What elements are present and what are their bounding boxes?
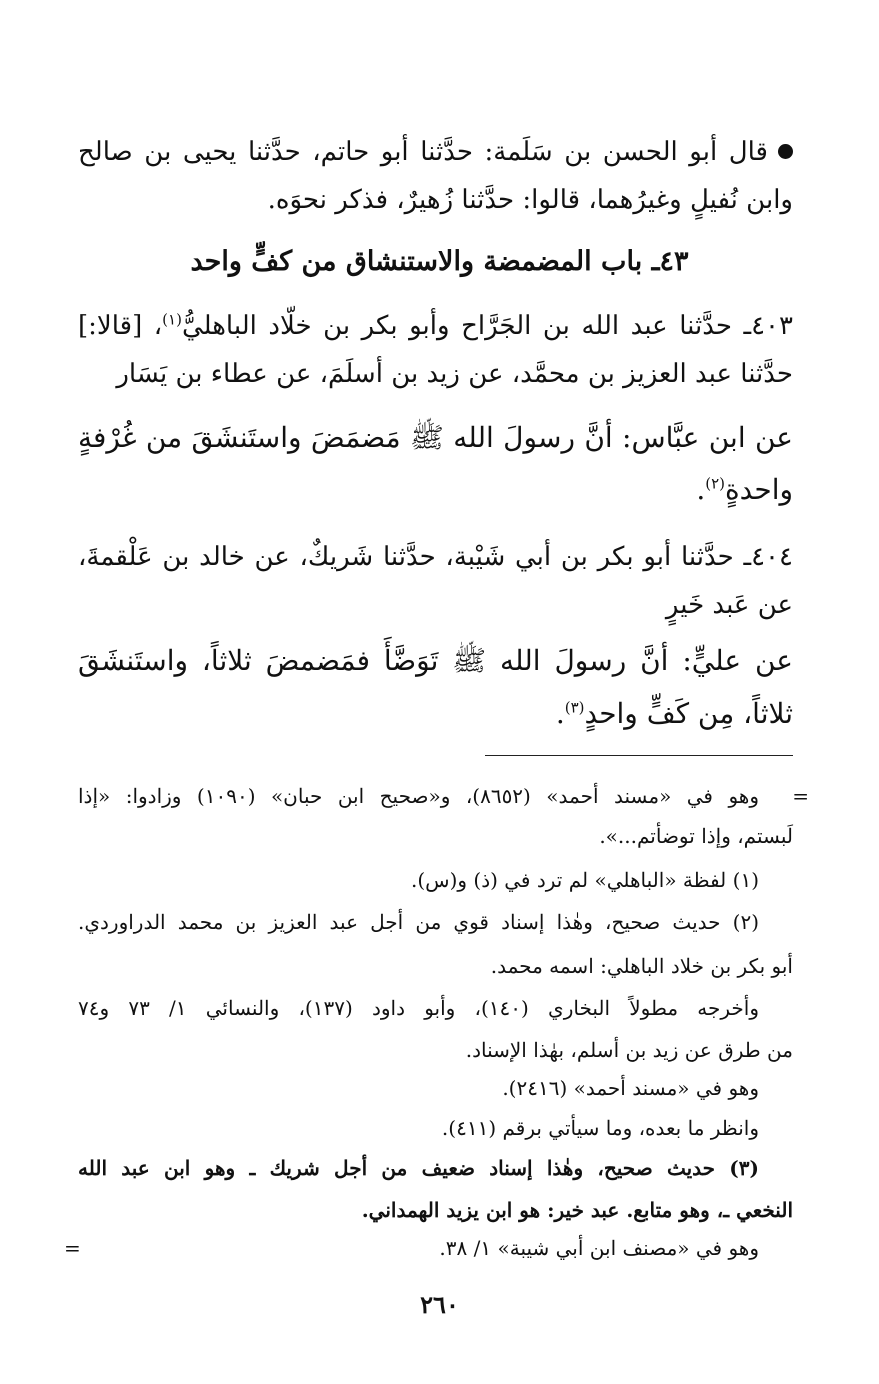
- hadith-403-matn-line-1: عن ابن عبَّاس: أنَّ رسولَ الله ﷺ مَضمَضَ واستَنشَقَ من غُرْفةٍ: [78, 421, 793, 454]
- footnote-ref-3: (٣): [564, 698, 585, 717]
- footnote-2-line-3: وأخرجه مطولاً البخاري (١٤٠)، وأبو داود (١٣٧)، والنسائي ١/ ٧٣ و٧٤: [78, 996, 760, 1020]
- footnote-ref-1: (١): [162, 310, 182, 329]
- chapter-heading: ٤٣ـ باب المضمضة والاستنشاق من كفٍّ واحد: [190, 246, 689, 277]
- footnote-ref-2: (٢): [705, 474, 726, 493]
- hadith-403-isnad-text: ٤٠٣ـ حدَّثنا عبد الله بن الجَرَّاح وأبو بكر بن خلّاد الباهليُّ: [181, 311, 793, 341]
- footnote-2-line-2: أبو بكر بن خلاد الباهلي: اسمه محمد.: [490, 954, 793, 978]
- bullet-icon: [778, 144, 793, 159]
- hadith-404-matn-line-1: عن عليٍّ: أنَّ رسولَ الله ﷺ تَوَضَّأَ فمَضمضَ ثلاثاً، واستَنشَقَ: [78, 644, 793, 677]
- footnote-2-line-1: (٢) حديث صحيح، وهٰذا إسناد قوي من أجل عبد العزيز بن محمد الدراوردي.: [78, 910, 759, 934]
- hadith-403-matn-tail: .: [696, 473, 706, 506]
- footnote-cont-line-2: لَبستم، وإذا توضأتم...».: [599, 824, 793, 848]
- hadith-403-isnad-line-1: [78, 309, 793, 343]
- footnote-2-line-5: وهو في «مسند أحمد» (٢٤١٦).: [502, 1076, 759, 1100]
- hadith-404-isnad-line-1: ٤٠٤ـ حدَّثنا أبو بكر بن أبي شَيْبة، حدَّثنا شَريكٌ، عن خالد بن عَلْقمةَ،: [78, 542, 793, 572]
- footnote-3-line-2: النخعي ـ، وهو متابع. عبد خير: هو ابن يزيد الهمداني.: [361, 1198, 793, 1222]
- footnote-3-line-3: وهو في «مصنف ابن أبي شيبة» ١/ ٣٨.: [439, 1236, 759, 1260]
- footnote-2-line-4: من طرق عن زيد بن أسلم، بهٰذا الإسناد.: [465, 1038, 793, 1062]
- page-number: ٢٦٠: [420, 1290, 459, 1319]
- intro-line-1: [78, 135, 793, 169]
- hadith-404-matn-line-2: [78, 696, 793, 732]
- hadith-404-matn-tail: .: [555, 697, 565, 730]
- end-continuation-mark: =: [64, 1236, 81, 1260]
- continuation-mark: =: [792, 784, 809, 808]
- hadith-403-matn-text: واحدةٍ: [725, 473, 793, 506]
- hadith-403-matn-line-2: [78, 472, 793, 508]
- footnote-3-line-1: (٣) حديث صحيح، وهٰذا إسناد ضعيف من أجل شريك ـ وهو ابن عبد الله: [78, 1156, 759, 1180]
- hadith-403-isnad-tail: ، [قالا:]: [78, 311, 163, 341]
- footnote-separator: [485, 755, 793, 756]
- hadith-404-isnad-line-2: عن عَبد خَيرٍ: [665, 590, 793, 620]
- footnote-1: (١) لفظة «الباهلي» لم ترد في (ذ) و(س).: [411, 868, 759, 892]
- footnote-cont-line-1: وهو في «مسند أحمد» (٨٦٥٢)، و«صحيح ابن حبان» (١٠٩٠) وزادوا: «إذا: [78, 784, 759, 808]
- intro-line-1-text: قال أبو الحسن بن سَلَمة: حدَّثنا أبو حاتم، حدَّثنا يحيى بن صالح: [78, 137, 768, 167]
- hadith-403-isnad-line-2: حدَّثنا عبد العزيز بن محمَّد، عن زيد بن أسلَمَ، عن عطاء بن يَسَار: [116, 359, 793, 389]
- intro-line-2: وابن نُفيلٍ وغيرُهما، قالوا: حدَّثنا زُهيرٌ، فذكر نحوَه.: [267, 185, 793, 215]
- hadith-404-matn-text: ثلاثاً، مِن كَفٍّ واحدٍ: [584, 697, 793, 730]
- footnote-2-line-6: وانظر ما بعده، وما سيأتي برقم (٤١١).: [441, 1116, 759, 1140]
